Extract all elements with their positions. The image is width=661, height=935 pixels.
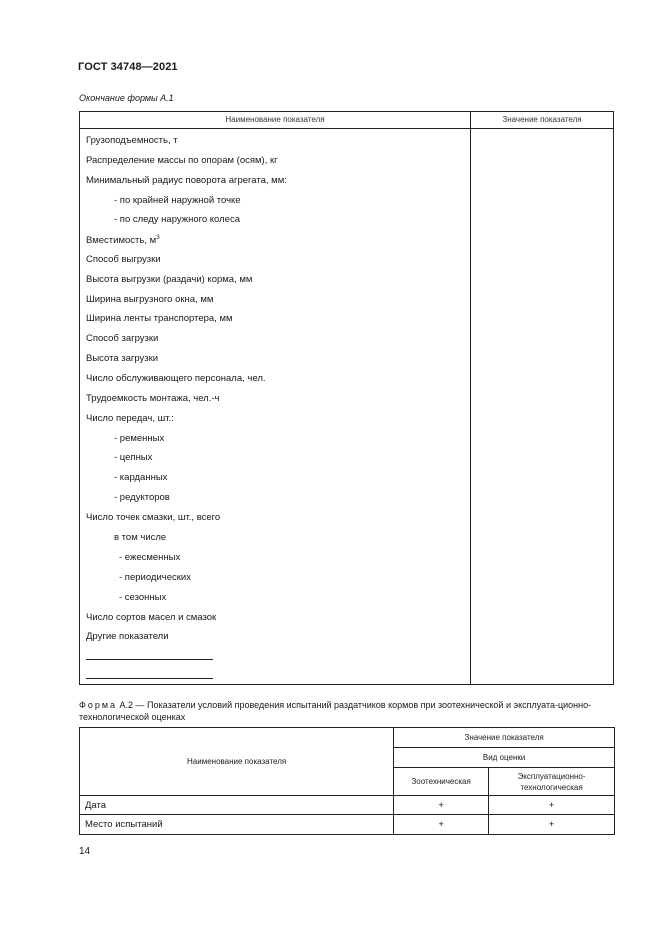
row-outer-wheel: - по следу наружного колеса xyxy=(114,214,240,225)
a2-header-expl: Эксплуатационно-технологическая xyxy=(489,768,615,796)
row-capacity-label: Вместимость, м xyxy=(86,235,157,247)
header-name: Наименование показателя xyxy=(225,115,325,124)
row-cardan: - карданных xyxy=(114,472,168,483)
a2-header-type: Вид оценки xyxy=(394,748,615,768)
blank-line-2 xyxy=(86,678,213,679)
a2-row-place-expl: + xyxy=(489,815,615,835)
row-chain: - цепных xyxy=(114,452,153,463)
row-oil-grades: Число сортов масел и смазок xyxy=(86,612,217,623)
row-periodic: - периодических xyxy=(119,572,191,583)
form-a1-table xyxy=(79,111,614,685)
row-window-width: Ширина выгрузного окна, мм xyxy=(86,294,214,305)
form-word: Форма xyxy=(79,700,118,710)
superscript: 3 xyxy=(156,234,160,241)
row-gearbox: - редукторов xyxy=(114,492,170,503)
row-load-method: Способ загрузки xyxy=(86,333,159,344)
a2-row-date-zoo: + xyxy=(394,796,489,815)
row-load-height: Высота загрузки xyxy=(86,353,159,364)
row-unload-method: Способ выгрузки xyxy=(86,254,161,265)
row-transmissions: Число передач, шт.: xyxy=(86,413,174,424)
form-a2-table xyxy=(79,727,615,835)
row-including: в том числе xyxy=(114,532,167,543)
row-load-capacity: Грузоподъемность, т xyxy=(86,135,178,146)
row-mass-distribution: Распределение массы по опорам (осям), кг xyxy=(86,155,278,166)
form-a2-caption-text: А.2 — Показатели условий проведения испытаний раздатчиков кормов при зоотехнической и эксплуата-ционно-технологической оценках xyxy=(79,700,592,722)
row-unload-height: Высота выгрузки (раздачи) корма, мм xyxy=(86,274,253,285)
row-personnel: Число обслуживающего персонала, чел. xyxy=(86,373,266,384)
form-a2-caption xyxy=(79,699,615,723)
a2-row-place-zoo: + xyxy=(394,815,489,835)
page-number: 14 xyxy=(79,846,91,857)
header-divider xyxy=(80,128,613,129)
blank-line-1 xyxy=(86,659,213,660)
a2-row-date-expl: + xyxy=(489,796,615,815)
row-per-shift: - ежесменных xyxy=(119,552,181,563)
row-labor: Трудоемкость монтажа, чел.-ч xyxy=(86,393,220,404)
row-belt: - ременных xyxy=(114,433,165,444)
row-lube-points: Число точек смазки, шт., всего xyxy=(86,512,221,523)
form-a1-caption: Окончание формы А.1 xyxy=(79,93,174,103)
row-other: Другие показатели xyxy=(86,631,169,642)
row-belt-width: Ширина ленты транспортера, мм xyxy=(86,313,233,324)
column-divider xyxy=(470,112,471,684)
a2-row-place: Место испытаний xyxy=(80,815,394,835)
a2-header-zoo: Зоотехническая xyxy=(394,768,489,796)
a2-row-date: Дата xyxy=(80,796,394,815)
standard-number: ГОСТ 34748—2021 xyxy=(78,61,178,73)
a2-header-name: Наименование показателя xyxy=(80,728,394,796)
row-turning-radius: Минимальный радиус поворота агрегата, мм: xyxy=(86,175,287,186)
row-seasonal: - сезонных xyxy=(119,592,167,603)
a2-header-value: Значение показателя xyxy=(394,728,615,748)
row-outer-point: - по крайней наружной точке xyxy=(114,195,241,206)
row-capacity xyxy=(86,234,160,246)
header-value: Значение показателя xyxy=(502,115,582,124)
